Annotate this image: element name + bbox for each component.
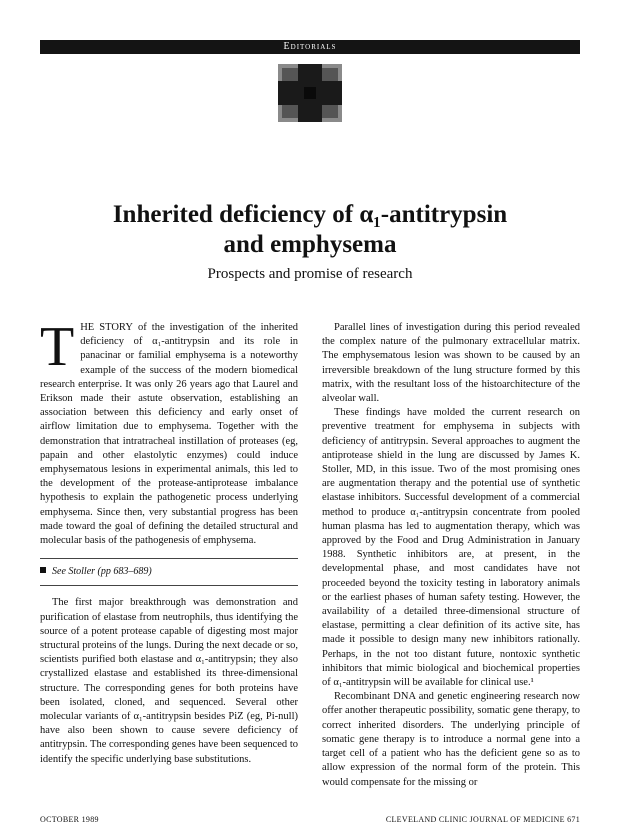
article-title (40, 200, 580, 260)
drop-cap: T (40, 316, 75, 378)
paragraph: These findings have molded the current research on preventive treatment for emphysema in subjects with deficiency of antitrypsin. Several approaches to augment the antiprotease shield in the lung are discussed by James K. Stoller, MD, in this issue. Two of the most promising ones are augmentation therapy and the potential use of synthetic elastase inhibitors. Successful development of a commercial method to produce α₁-antitrypsin concentrate from pooled human plasma has led to augmentation therapy, which was approved by the Food and Drug Administration in January 1988. Synthetic inhibitors are, at present, in the developmental phase, and most candidates have not proceeded beyond the toxicity testing in laboratory animals or the earliest phases of human safety testing. However, the availability of a detailed three-dimensional structure of elastase, permitting a clear definition of its active site, has made it possible to design many new inhibitors rationally. Perhaps, in the not too distant future, nontoxic synthetic inhibitors that mimic biological and biochemical properties of α₁-antitrypsin will be available for clinical use.¹ (322, 407, 580, 689)
article-title-line2: and emphysema (223, 231, 397, 258)
paragraph: The first major breakthrough was demonstration and purification of elastase from neutrophils, thus identifying the source of a potent protease capable of digesting most major structural proteins of the lungs. During the next decade or so, scientists purified both elastase and α₁-antitrypsin; they also crystallized elastase and established its three-dimensional structure. The corresponding genes for both proteins have been isolated, cloned, and sequenced. Several other molecular variants of α₁-antitrypsin besides PiZ (eg, Pi-null) have also been shown to cause severe deficiency of antitrypsin. The corresponding genes have been sequenced to identify the specific underlying base substitutions. (40, 597, 298, 765)
footer-date: OCTOBER 1989 (40, 815, 99, 824)
article-subtitle: Prospects and promise of research (207, 266, 413, 282)
lead-words: HE STORY (80, 322, 133, 333)
cross-reference-text: See Stoller (pp 683–689) (52, 566, 152, 578)
section-banner (40, 40, 580, 54)
paragraph: Recombinant DNA and genetic engineering research now offer another therapeutic possibility, somatic gene therapy, to correct inherited disorders. The underlying principle of somatic gene therapy is to introduce a normal gene into a target cell of a patient who has the deficient gene so as to allow expression of the normal form of the protein. This would compensate for the missing or (322, 691, 580, 788)
cross-reference (40, 558, 298, 586)
paragraph (40, 316, 298, 548)
article-title-line1: Inherited deficiency of α₁-antitrypsin (112, 201, 508, 228)
journal-logo-icon (278, 64, 342, 122)
paragraph-text: of the investigation of the inherited deficiency of α₁-antitrypsin and its role in panacinar or familial emphysema is a noteworthy example of the success of the modern biomedical research enterprise. It was only 26 years ago that Laurel and Erikson made their astute observation, establishing an association between this deficiency and early onset of airflow limitation due to emphysema. Together with the demonstration that intratracheal instillation of proteases (eg, papain and other elastolytic enzymes) could induce emphysematous lesions in experimental animals, this led to the development of the protease-antiprotease imbalance hypothesis to explain the pathogenetic process underlying emphysema. Since then, very substantial progress has been made toward the goal of defining the detailed structural and molecular basis of the pathogenesis of emphysema. (40, 322, 298, 547)
right-column (322, 321, 580, 790)
footer-journal-page: CLEVELAND CLINIC JOURNAL OF MEDICINE 671 (385, 815, 580, 824)
left-column (40, 316, 298, 767)
bullet-square-icon (40, 567, 46, 573)
section-label: Editorials (283, 41, 337, 52)
journal-logo (278, 64, 342, 127)
paragraph: Parallel lines of investigation during this period revealed the complex nature of the pulmonary extracellular matrix. The emphysematous lesion was shown to be caused by an irreversible breakdown of the lung structure formed by this matrix, with the resultant loss of the histoarchitecture of the alveolar wall. (322, 322, 580, 405)
